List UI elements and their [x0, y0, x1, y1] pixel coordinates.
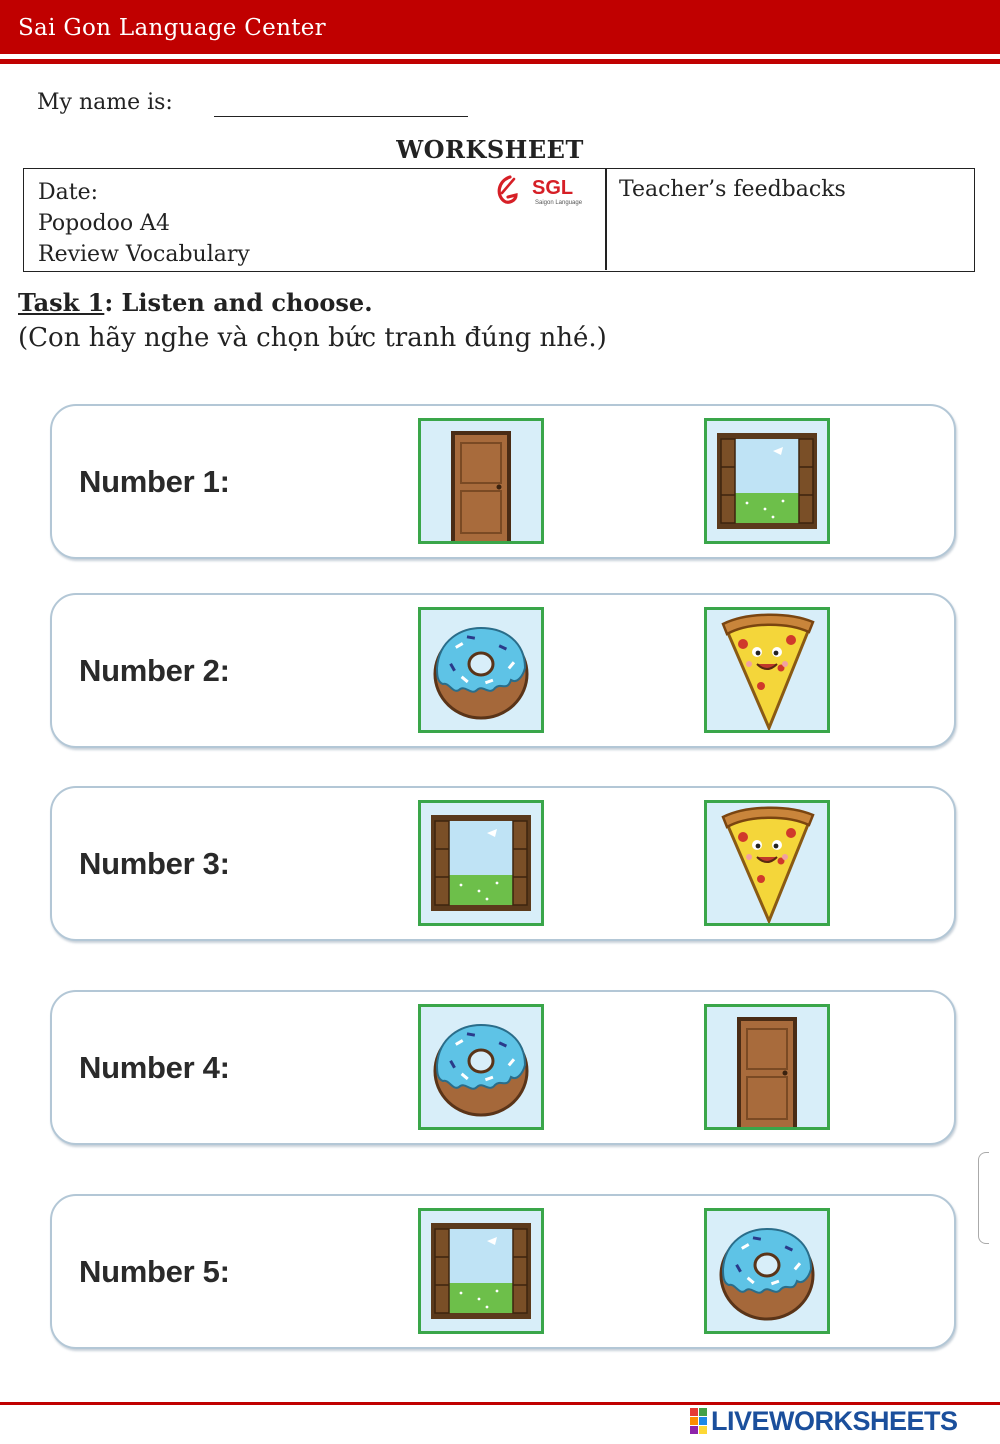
header-rule: [0, 59, 1000, 64]
question-label: Number 2:: [79, 653, 230, 688]
pizza-icon[interactable]: [704, 607, 830, 733]
name-input-line[interactable]: [214, 116, 468, 117]
donut-icon[interactable]: [418, 1004, 544, 1130]
task-number: Task 1: [18, 288, 105, 317]
question-label: Number 3:: [79, 846, 230, 881]
info-table: [23, 168, 975, 272]
question-row-3: [50, 786, 956, 941]
donut-icon[interactable]: [704, 1208, 830, 1334]
question-row-1: [50, 404, 956, 559]
question-label: Number 4:: [79, 1050, 230, 1085]
info-left: [38, 177, 250, 270]
question-row-5: [50, 1194, 956, 1349]
liveworksheets-logo: [690, 1406, 958, 1436]
window-icon[interactable]: [418, 800, 544, 926]
liveworksheets-brand: LIVEWORKSHEETS: [711, 1405, 958, 1436]
door-icon[interactable]: [704, 1004, 830, 1130]
task-title: [18, 288, 373, 317]
task-instruction: : Listen and choose.: [104, 288, 373, 317]
liveworksheets-grid-icon: [690, 1408, 707, 1434]
door-icon[interactable]: [418, 418, 544, 544]
center-name: Sai Gon Language Center: [18, 15, 326, 41]
worksheet-title: WORKSHEET: [396, 135, 584, 164]
donut-icon[interactable]: [418, 607, 544, 733]
window-icon[interactable]: [704, 418, 830, 544]
scroll-handle[interactable]: [978, 1152, 989, 1244]
info-divider: [605, 169, 607, 270]
question-label: Number 1:: [79, 464, 230, 499]
name-label: My name is:: [37, 90, 173, 115]
topic-name: Review Vocabulary: [38, 242, 250, 267]
task-subtitle: (Con hãy nghe và chọn bức tranh đúng nhé.): [18, 323, 607, 353]
logo-text: SGL: [532, 177, 574, 199]
window-icon[interactable]: [418, 1208, 544, 1334]
pizza-icon[interactable]: [704, 800, 830, 926]
logo-subtext: Saigon Language: [535, 200, 583, 206]
teacher-feedback-label: Teacher’s feedbacks: [619, 177, 846, 202]
sgl-logo: [494, 173, 594, 207]
header-bar: [0, 0, 1000, 54]
question-row-2: [50, 593, 956, 748]
question-label: Number 5:: [79, 1254, 230, 1289]
course-name: Popodoo A4: [38, 211, 170, 236]
date-label: Date:: [38, 180, 99, 205]
question-row-4: [50, 990, 956, 1145]
